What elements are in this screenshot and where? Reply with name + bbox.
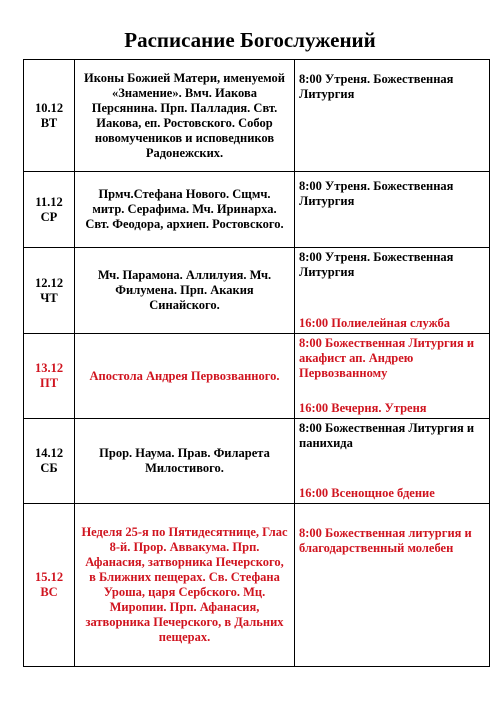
date-cell xyxy=(24,172,75,248)
service-cell xyxy=(295,172,490,248)
date-cell xyxy=(24,334,75,419)
evening-service-text: 16:00 Полиелейная служба xyxy=(299,316,451,330)
schedule-table xyxy=(23,59,490,667)
weekday: СР xyxy=(40,209,58,224)
date-cell xyxy=(24,504,75,667)
date: 13.12 xyxy=(34,361,64,375)
service-text: 8:00 Утреня. Божественная Литургия xyxy=(299,250,454,279)
table-row xyxy=(24,172,490,248)
saints-cell: Неделя 25-я по Пятидесятнице, Глас 8-й. Прор. Аввакума. Прп. Афанасия, затворника Печерского, в Ближних пещерах. Св. Стефана Уроша, царя Сербского. Мц. Миропии. Прп. Афанасия, затворника Печерского, в Дальних пещерах. xyxy=(75,504,295,667)
service-cell xyxy=(295,60,490,172)
date-cell xyxy=(24,248,75,334)
table-row xyxy=(24,504,490,667)
evening-service-text: 16:00 Вечерня. Утреня xyxy=(299,401,427,415)
service-cell xyxy=(295,334,490,419)
date: 11.12 xyxy=(35,194,63,209)
saints-cell: Апостола Андрея Первозванного. xyxy=(75,334,295,419)
service-text: 8:00 Утреня. Божественная Литургия xyxy=(299,72,454,101)
table-row xyxy=(24,419,490,504)
weekday: ЧТ xyxy=(40,290,58,305)
service-text: 8:00 Божественная Литургия и панихида xyxy=(299,421,475,450)
weekday: ВТ xyxy=(40,115,58,130)
service-cell xyxy=(295,504,490,667)
saints-cell: Мч. Парамона. Аллилуия. Мч. Филумена. Прп. Акакия Синайского. xyxy=(75,248,295,334)
service-text: 8:00 Божественная Литургия и акафист ап. Андрею Первозванному xyxy=(299,336,475,380)
table-row xyxy=(24,60,490,172)
page-title: Расписание Богослужений xyxy=(124,28,376,52)
service-cell xyxy=(295,419,490,504)
saints-cell: Иконы Божией Матери, именуемой «Знамение». Вмч. Иакова Персянина. Прп. Палладия. Свт. Иакова, еп. Ростовского. Собор новомучеников и исповедников Радонежских. xyxy=(75,60,295,172)
date: 12.12 xyxy=(34,275,64,290)
date-cell xyxy=(24,419,75,504)
weekday: ПТ xyxy=(39,376,59,390)
date-cell xyxy=(24,60,75,172)
weekday: СБ xyxy=(40,461,58,475)
service-text: 8:00 Божественная литургия и благодарственный молебен xyxy=(299,526,472,555)
service-text: 8:00 Утреня. Божественная Литургия xyxy=(299,179,454,208)
table-row xyxy=(24,334,490,419)
date: 10.12 xyxy=(34,100,64,115)
evening-service-text: 16:00 Всенощное бдение xyxy=(299,486,435,500)
saints-cell: Прор. Наума. Прав. Филарета Милостивого. xyxy=(75,419,295,504)
service-cell xyxy=(295,248,490,334)
date: 14.12 xyxy=(34,446,64,460)
date: 15.12 xyxy=(34,570,64,584)
weekday: ВС xyxy=(40,585,58,599)
saints-cell: Прмч.Стефана Нового. Сщмч. митр. Серафима. Мч. Иринарха. Свт. Феодора, архиеп. Ростовского. xyxy=(75,172,295,248)
table-row xyxy=(24,248,490,334)
